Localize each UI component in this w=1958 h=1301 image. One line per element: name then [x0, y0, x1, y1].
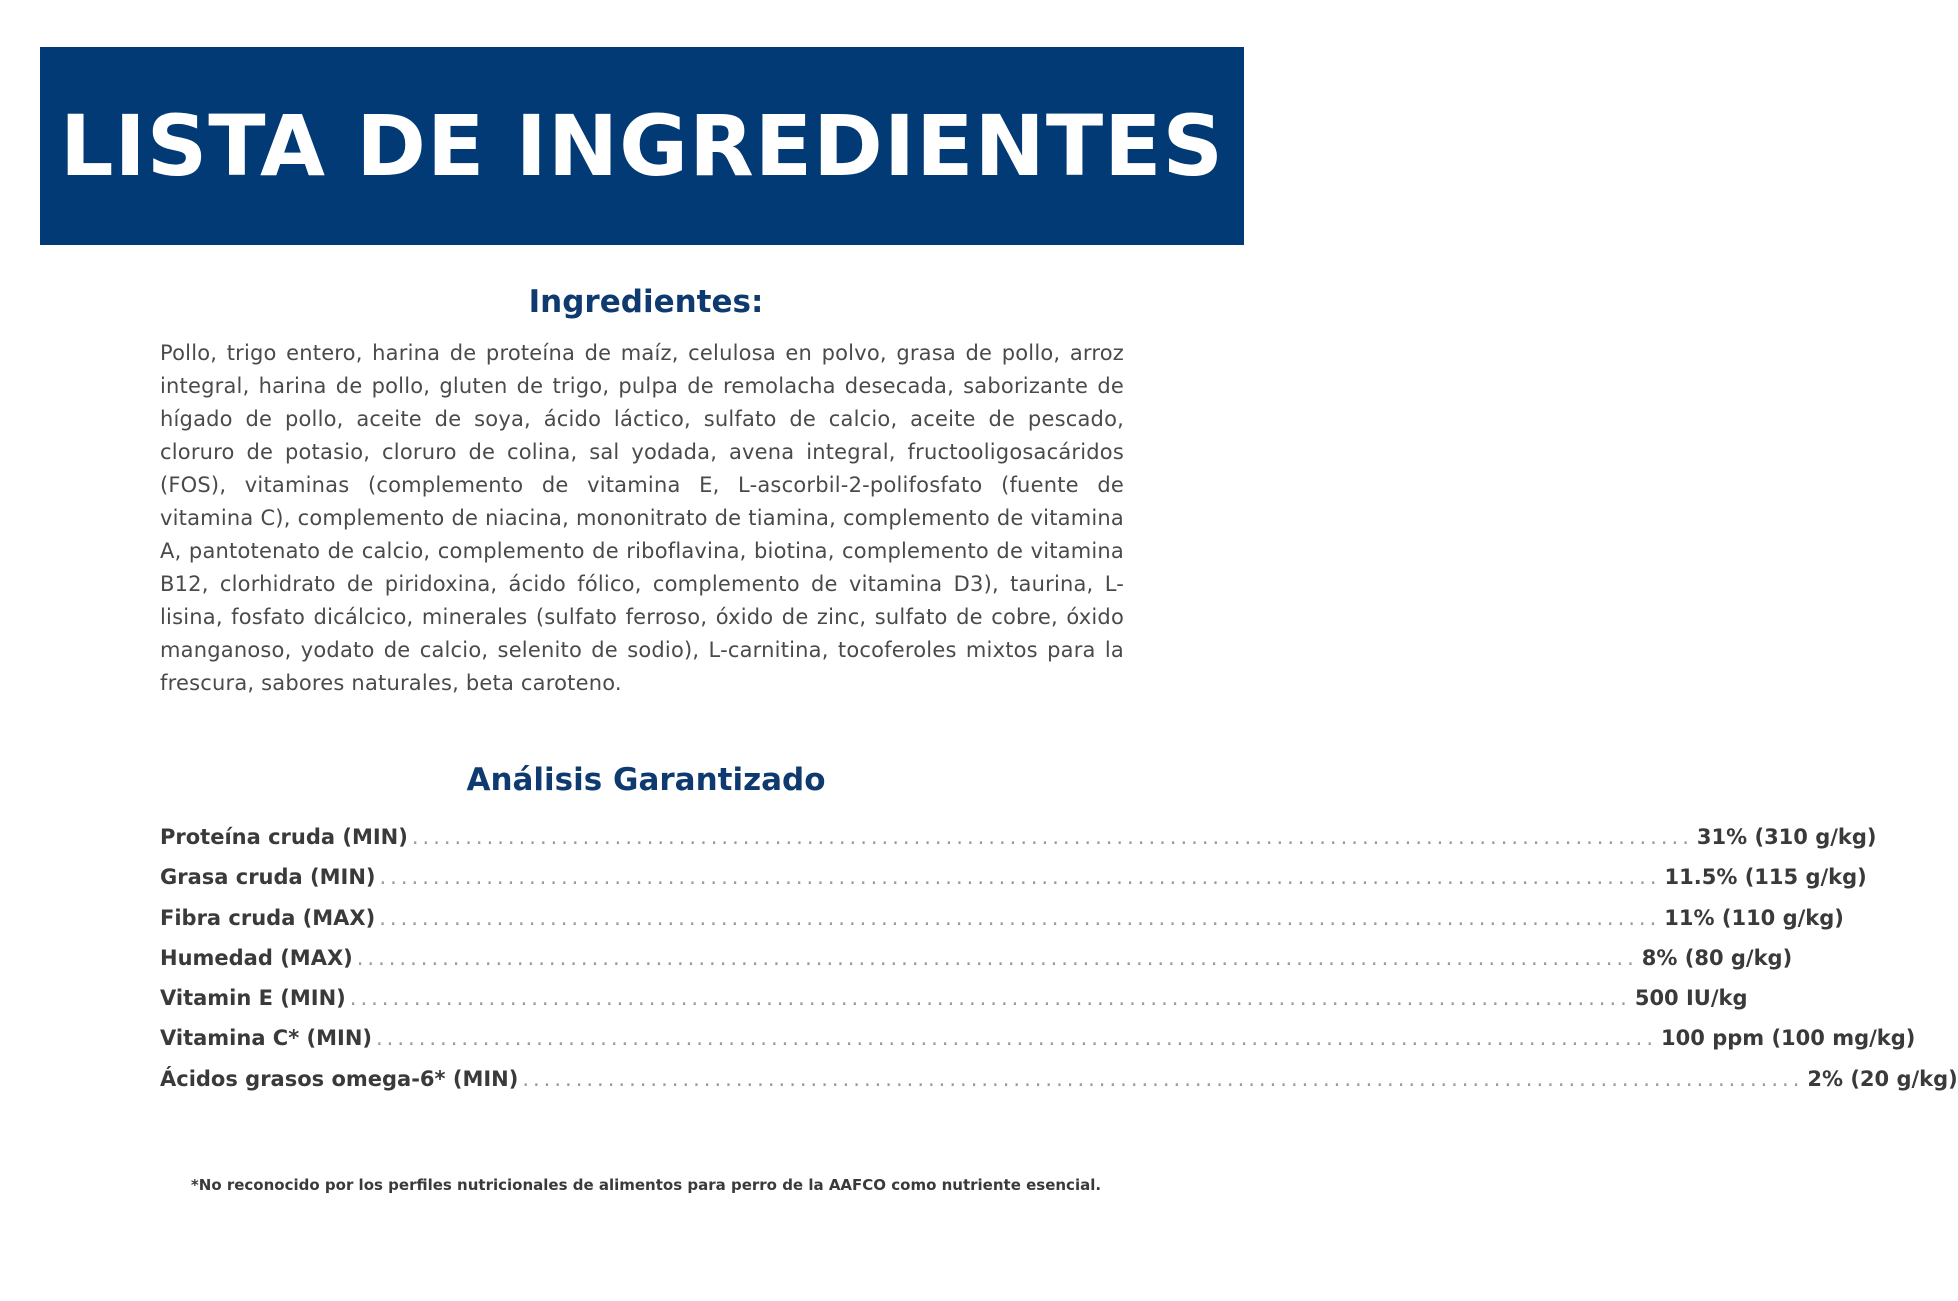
dot-leader: ........................................................................................................................ — [411, 825, 1693, 849]
analysis-value: 2% (20 g/kg) — [1807, 1066, 1958, 1091]
analysis-label: Fibra cruda (MAX) — [160, 905, 376, 930]
dot-leader: ........................................................................................................................ — [522, 1066, 1804, 1091]
dot-leader: ........................................................................................................................ — [376, 1026, 1658, 1051]
analysis-value: 31% (310 g/kg) — [1696, 825, 1877, 849]
analysis-value: 8% (80 g/kg) — [1641, 945, 1793, 970]
dot-leader: ........................................................................................................................ — [349, 986, 1631, 1011]
footnote: *No reconocido por los perfiles nutricionales de alimentos para perro de la AAFCO como nutriente esencial. — [190, 1176, 1102, 1194]
dot-leader: ........................................................................................................................ — [379, 865, 1661, 890]
title-banner — [40, 47, 1244, 245]
analysis-value: 11% (110 g/kg) — [1664, 905, 1844, 930]
dot-leader: ........................................................................................................................ — [379, 905, 1661, 930]
analysis-row-vitamin-c — [160, 1021, 1916, 1061]
guaranteed-analysis-list — [160, 820, 1958, 1102]
analysis-label: Vitamin E (MIN) — [160, 986, 346, 1011]
analysis-row-vitamin-e — [160, 981, 1748, 1021]
analysis-row-omega-6 — [160, 1062, 1958, 1102]
analysis-row-fiber — [160, 901, 1844, 941]
analysis-label: Grasa cruda (MIN) — [160, 865, 376, 890]
page-title: LISTA DE INGREDIENTES — [59, 97, 1225, 195]
analysis-value: 100 ppm (100 mg/kg) — [1661, 1026, 1916, 1051]
analysis-label: Vitamina C* (MIN) — [160, 1026, 372, 1051]
dot-leader: ........................................................................................................................ — [356, 945, 1638, 970]
analysis-label: Humedad (MAX) — [160, 945, 353, 970]
analysis-label: Ácidos grasos omega-6* (MIN) — [160, 1066, 519, 1091]
analysis-row-moisture — [160, 941, 1793, 981]
ingredients-list-text: Pollo, trigo entero, harina de proteína de maíz, celulosa en polvo, grasa de pollo, arroz integral, harina de pollo, gluten de trigo, pulpa de remolacha desecada, saborizante de hígado de pollo, aceite de soya, ácido láctico, sulfato de calcio, aceite de pescado, cloruro de potasio, cloruro de colina, sal yodada, avena integral, fructooligosacáridos (FOS), vitaminas (complemento de vitamina E, L-ascorbil-2-polifosfato (fuente de vitamina C), complemento de niacina, mononitrato de tiamina, complemento de vitamina A, pantotenato de calcio, complemento de riboflavina, biotina, complemento de vitamina B12, clorhidrato de piridoxina, ácido fólico, complemento de vitamina D3), taurina, L-lisina, fosfato dicálcico, minerales (sulfato ferroso, óxido de zinc, sulfato de cobre, óxido manganoso, yodato de calcio, selenito de sodio), L-carnitina, tocoferoles mixtos para la frescura, sabores naturales, beta caroteno. — [160, 341, 1124, 695]
analysis-heading: Análisis Garantizado — [466, 762, 826, 798]
analysis-value: 500 IU/kg — [1634, 986, 1748, 1011]
analysis-value: 11.5% (115 g/kg) — [1664, 865, 1867, 890]
analysis-label: Proteína cruda (MIN) — [160, 825, 408, 849]
analysis-row-protein — [160, 820, 1877, 860]
ingredients-heading: Ingredientes: — [528, 284, 764, 320]
analysis-row-fat — [160, 860, 1867, 900]
